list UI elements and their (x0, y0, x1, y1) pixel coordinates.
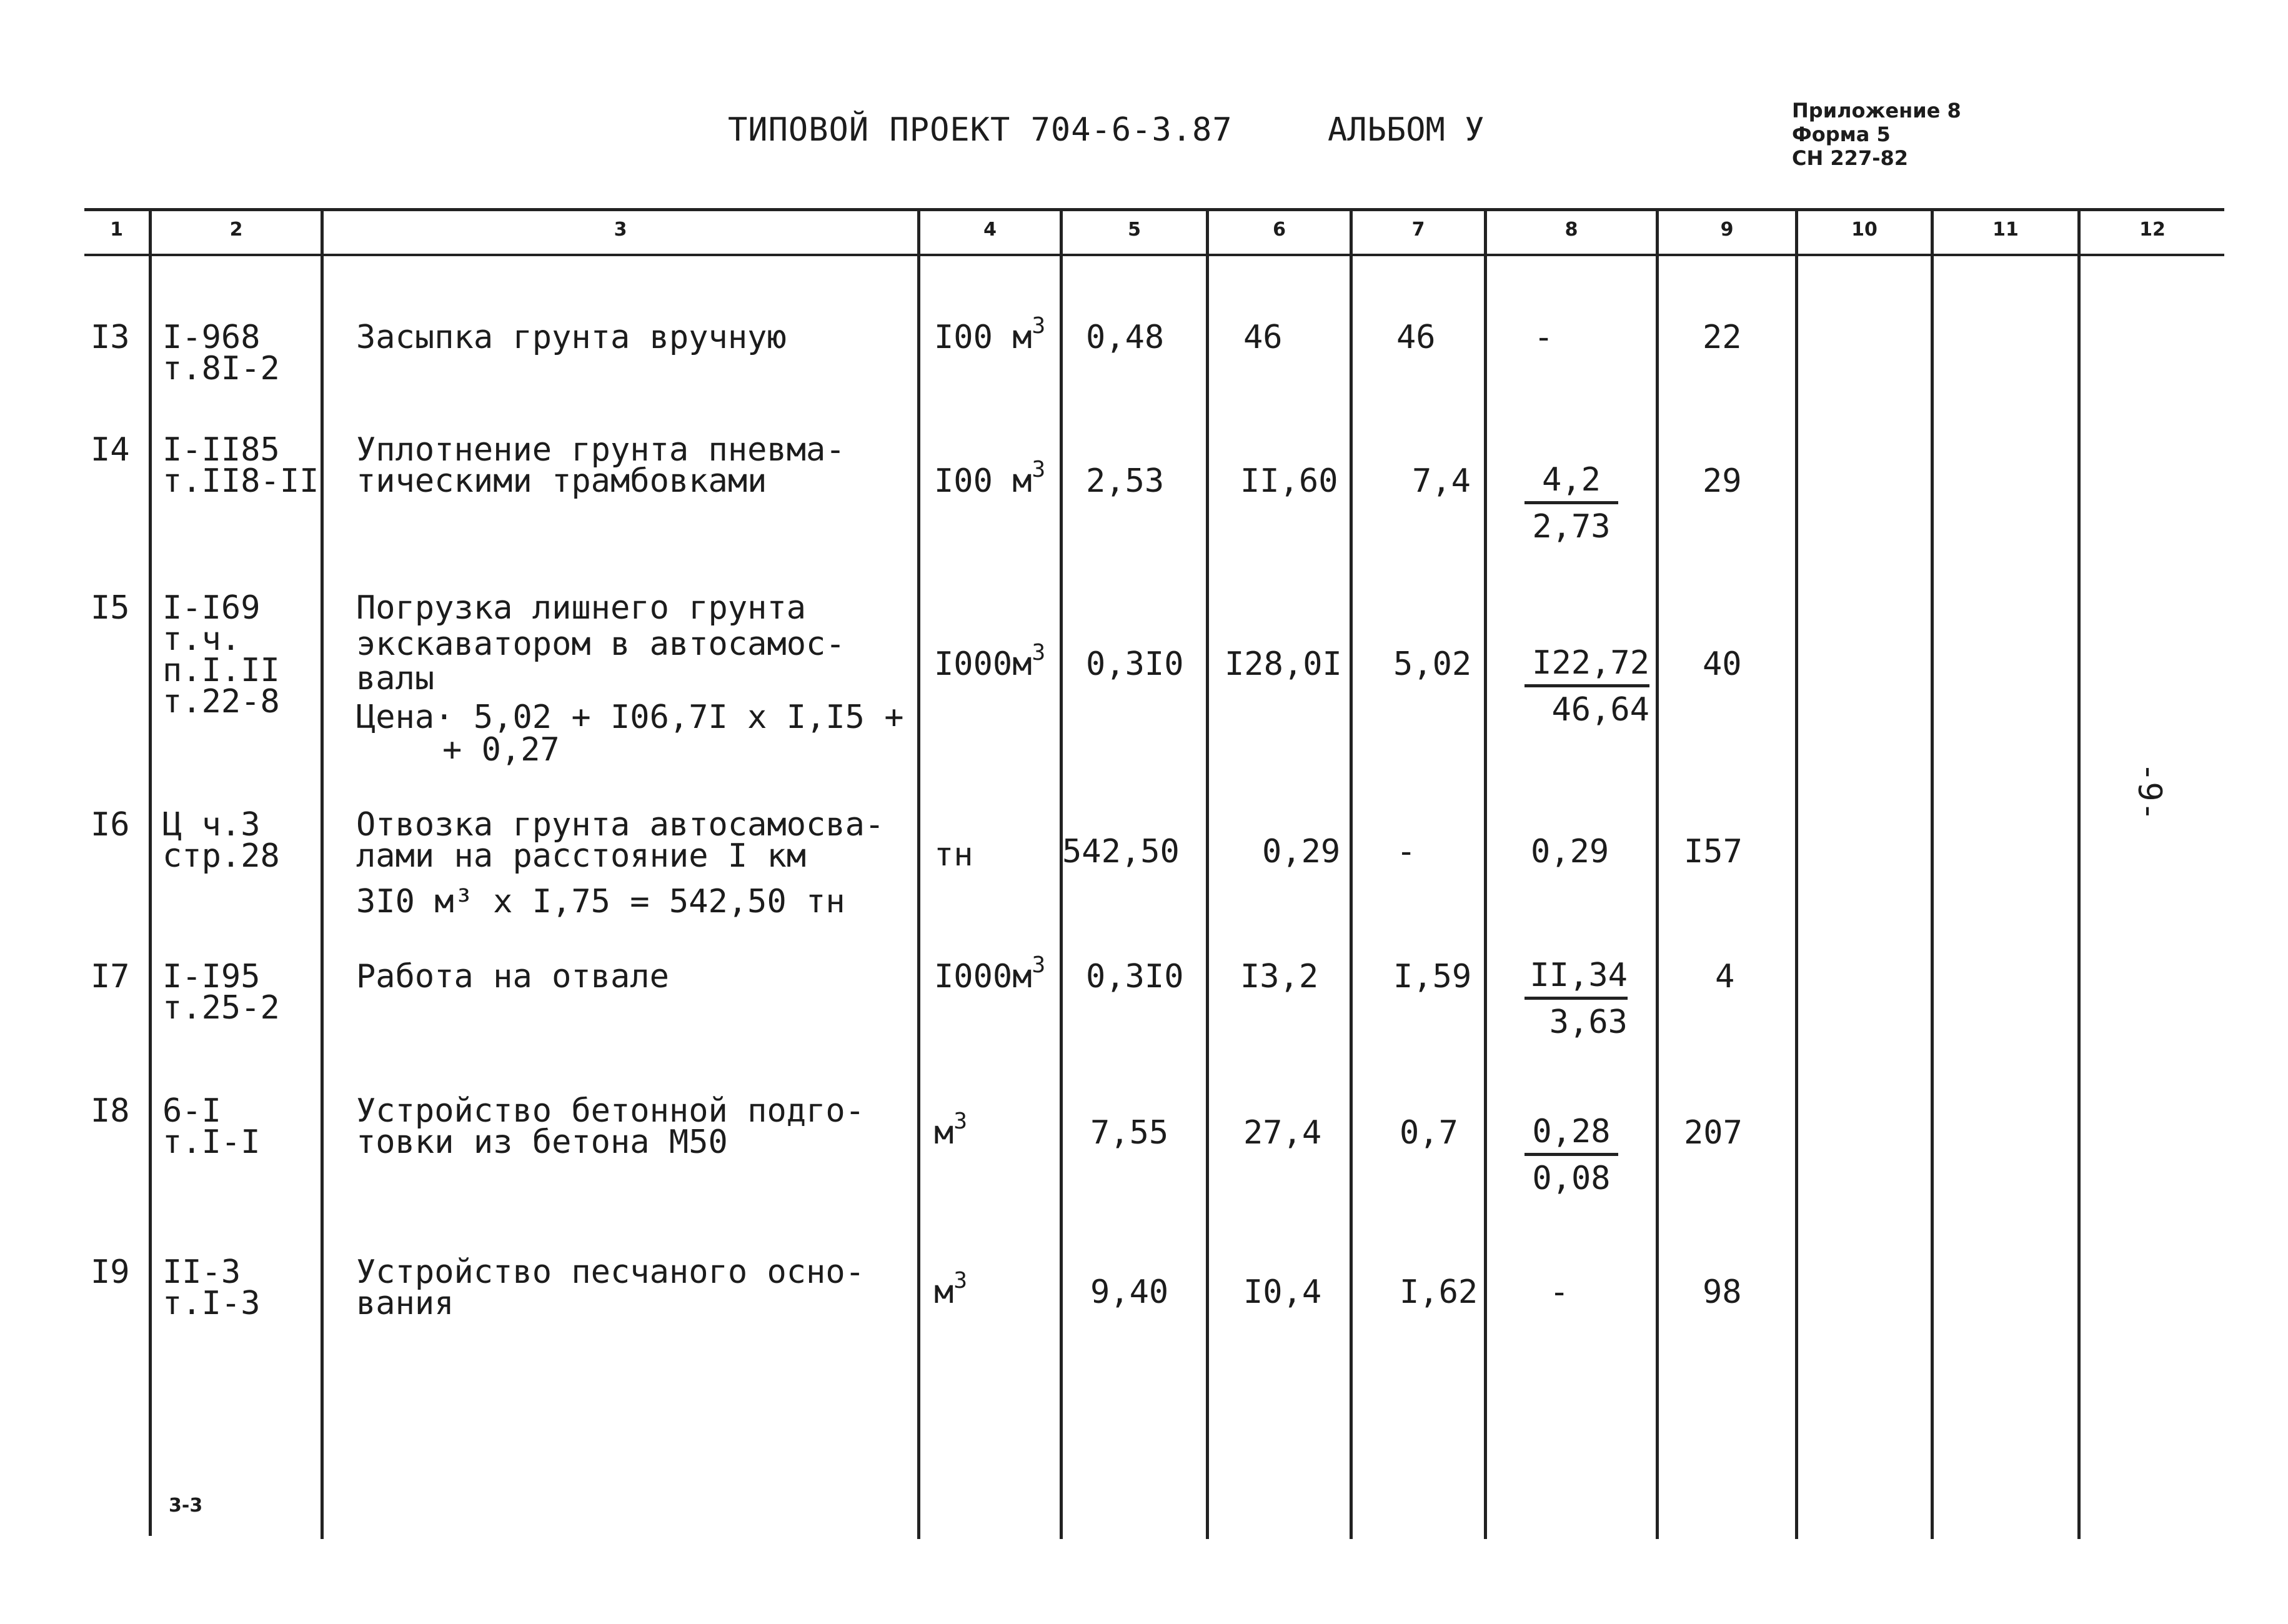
row-number: I9 (91, 1253, 130, 1291)
col8-fraction (1525, 462, 1618, 544)
col8-cell: - (1534, 319, 1554, 356)
col8-bottom: 0,08 (1532, 1160, 1611, 1197)
code-line: Ц ч.3 (162, 806, 261, 844)
column-number: 5 (1128, 219, 1141, 241)
description-line: Отвозка грунта автосамосва- (356, 806, 885, 844)
unit-cell: тн (934, 836, 973, 874)
description-line: валы (356, 660, 435, 697)
col6-cell: 27,4 (1243, 1114, 1322, 1152)
description-line: Работа на отвале (356, 958, 669, 995)
col7-cell: 5,02 (1393, 645, 1472, 683)
quantity-cell: 542,50 (1062, 833, 1180, 870)
description-line: Устройство песчаного осно- (356, 1253, 865, 1291)
col6-cell: 46 (1243, 319, 1283, 356)
column-number: 10 (1851, 219, 1878, 241)
col7-cell: I,59 (1393, 958, 1472, 995)
sheet-mark: 3-3 (169, 1495, 203, 1517)
code-line: I-II85 (162, 431, 280, 469)
description-line: Засыпка грунта вручную (356, 319, 787, 356)
code-line: стр.28 (162, 837, 280, 875)
column-number: 6 (1273, 219, 1286, 241)
col6-cell: I28,0I (1225, 645, 1342, 683)
description-line: лами на расстояние I км (356, 837, 807, 875)
col9-cell: 4 (1715, 958, 1735, 995)
appendix-line-1: Приложение 8 (1792, 99, 1961, 122)
col8-top: II,34 (1525, 958, 1628, 1000)
description-line: вания (356, 1285, 454, 1322)
column-number: 8 (1564, 219, 1578, 241)
col6-cell: II,60 (1240, 462, 1338, 500)
unit-cell: I00 $м^3$ (934, 313, 1046, 356)
col8-cell: - (1549, 1273, 1569, 1311)
price-formula-line: Цена· 5,02 + I06,7I х I,I5 + (356, 699, 904, 736)
col7-cell: I,62 (1400, 1273, 1478, 1311)
column-number: 1 (110, 219, 123, 241)
col8-bottom: 3,63 (1549, 1004, 1628, 1041)
col8-bottom: 46,64 (1551, 691, 1649, 729)
appendix-line-2: Форма 5 (1792, 122, 1891, 146)
code-line: т.22-8 (162, 683, 280, 720)
column-number: 7 (1411, 219, 1425, 241)
col7-cell: - (1396, 833, 1416, 870)
col9-cell: 29 (1703, 462, 1742, 500)
column-number: 12 (2139, 219, 2166, 241)
quantity-cell: 0,3I0 (1086, 958, 1184, 995)
col8-top: 4,2 (1525, 462, 1618, 504)
col9-cell: 98 (1703, 1273, 1742, 1311)
unit-cell: $м^3$ (934, 1108, 967, 1152)
description-line: Погрузка лишнего грунта (356, 589, 807, 627)
code-line: т.ч. (162, 620, 241, 658)
description-line: тическими трамбовками (356, 462, 767, 500)
col9-cell: 40 (1703, 645, 1742, 683)
description-line: Устройство бетонной подго- (356, 1092, 865, 1130)
description-line: товки из бетона М50 (356, 1123, 728, 1161)
album-label: АЛЬБОМ У (1328, 111, 1485, 149)
column-number: 4 (983, 219, 997, 241)
col9-cell: 207 (1684, 1114, 1743, 1152)
col8-bottom: 2,73 (1532, 508, 1611, 545)
row-number: I6 (91, 806, 130, 844)
quantity-cell: 9,40 (1090, 1273, 1169, 1311)
row-number: I4 (91, 431, 130, 469)
column-number: 11 (1992, 219, 2019, 241)
code-line: п.I.II (162, 652, 280, 689)
page-number: -9- (2131, 762, 2168, 821)
unit-cell: $I000м^3$ (934, 640, 1046, 683)
code-line: I-I69 (162, 589, 261, 627)
quantity-cell: 0,48 (1086, 319, 1165, 356)
document-title: ТИПОВОЙ ПРОЕКТ 704-6-3.87 (728, 111, 1233, 149)
column-number: 9 (1720, 219, 1734, 241)
code-line: т.I-3 (162, 1285, 261, 1322)
col7-cell: 7,4 (1412, 462, 1471, 500)
description-line: Уплотнение грунта пневма- (356, 431, 845, 469)
column-number: 3 (614, 219, 627, 241)
col8-fraction (1525, 645, 1649, 727)
col7-cell: 0,7 (1400, 1114, 1458, 1152)
col7-cell: 46 (1396, 319, 1436, 356)
col6-cell: 0,29 (1262, 833, 1341, 870)
price-formula-line: + 0,27 (442, 731, 560, 769)
col9-cell: I57 (1684, 833, 1743, 870)
quantity-cell: 0,3I0 (1086, 645, 1184, 683)
table-top-rule (84, 208, 2224, 211)
unit-cell: $м^3$ (934, 1268, 967, 1311)
code-line: I-968 (162, 319, 261, 356)
col8-top: I22,72 (1525, 645, 1649, 687)
col8-cell: 0,29 (1531, 833, 1609, 870)
row-number: I8 (91, 1092, 130, 1130)
appendix-line-3: СН 227-82 (1792, 146, 1909, 170)
code-line: I-I95 (162, 958, 261, 995)
col8-top: 0,28 (1525, 1114, 1618, 1156)
unit-cell: I00 $м^3$ (934, 457, 1046, 500)
row-number: I3 (91, 319, 130, 356)
column-number: 2 (229, 219, 243, 241)
col9-cell: 22 (1703, 319, 1742, 356)
col6-cell: I0,4 (1243, 1273, 1322, 1311)
code-line: т.I-I (162, 1123, 261, 1161)
row-number: I5 (91, 589, 130, 627)
col8-fraction (1525, 1114, 1618, 1196)
code-line: т.25-2 (162, 989, 280, 1027)
description-line: экскаватором в автосамос- (356, 625, 845, 663)
code-line: т.II8-II (162, 462, 319, 500)
code-line: II-3 (162, 1253, 241, 1291)
code-line: 6-I (162, 1092, 221, 1130)
code-line: т.8I-2 (162, 350, 280, 387)
header-bottom-rule (84, 254, 2224, 256)
col8-fraction (1525, 958, 1628, 1040)
quantity-cell: 7,55 (1090, 1114, 1169, 1152)
quantity-cell: 2,53 (1086, 462, 1165, 500)
calculation-line: 3I0 м³ х I,75 = 542,50 тн (356, 883, 845, 920)
unit-cell: $I000м^3$ (934, 952, 1046, 995)
row-number: I7 (91, 958, 130, 995)
col6-cell: I3,2 (1240, 958, 1319, 995)
